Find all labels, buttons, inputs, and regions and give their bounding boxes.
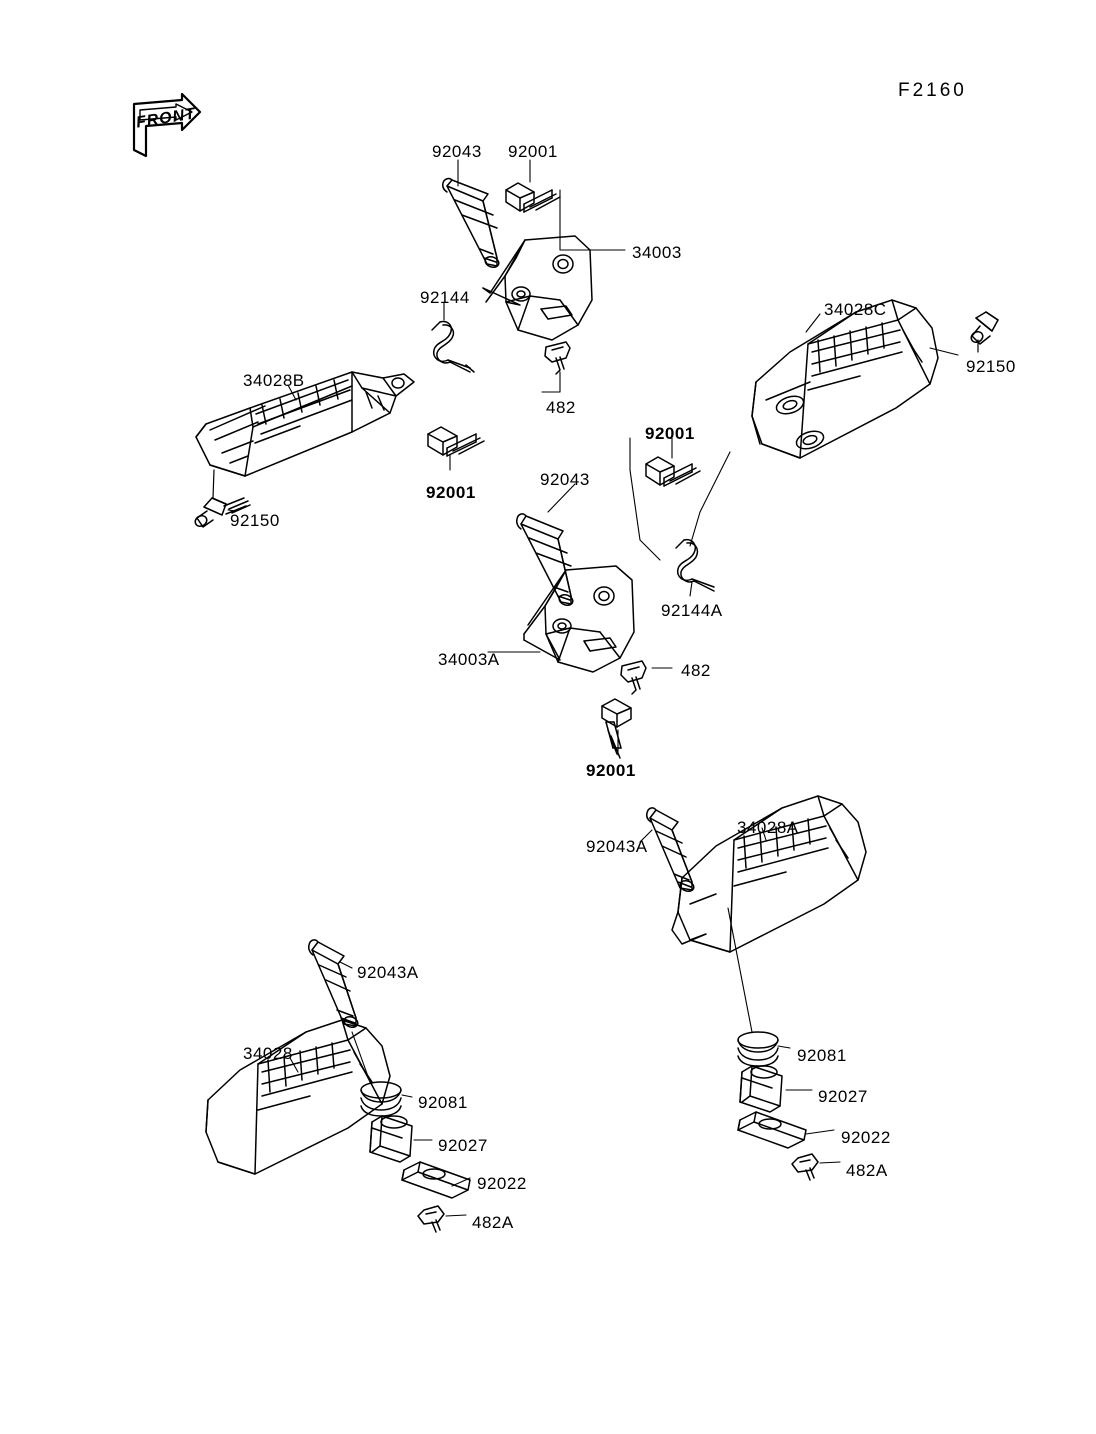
part-number-label: 92027 [818, 1087, 868, 1106]
part-number-label: 92144A [661, 601, 723, 620]
part-number-label: 92022 [841, 1128, 891, 1147]
part-number-label: 92001 [426, 483, 476, 502]
part-number-label: 482 [681, 661, 711, 680]
part-number-label: 482A [472, 1213, 514, 1232]
part-number-label: 34028B [243, 371, 305, 390]
part-number-label: 34028C [824, 300, 887, 319]
drawing-code: F2160 [898, 80, 967, 101]
part-number-label: 92001 [586, 761, 636, 780]
part-number-label: 92043 [540, 470, 590, 489]
part-number-label: 92150 [966, 357, 1016, 376]
part-number-label: 92043A [357, 963, 419, 982]
part-number-label: 92027 [438, 1136, 488, 1155]
part-number-label: 34003A [438, 650, 500, 669]
part-number-label: 92144 [420, 288, 470, 307]
part-number-label: 92043 [432, 142, 482, 161]
part-number-label: 92022 [477, 1174, 527, 1193]
part-number-label: 92043A [586, 837, 648, 856]
part-number-label: 92001 [645, 424, 695, 443]
part-number-label: 482 [546, 398, 576, 417]
part-number-label: 482A [846, 1161, 888, 1180]
part-number-label: 92081 [418, 1093, 468, 1112]
part-number-label: 92001 [508, 142, 558, 161]
part-number-label: 34028A [737, 818, 799, 837]
part-number-label: 34028 [243, 1044, 293, 1063]
part-number-label: 34003 [632, 243, 682, 262]
part-number-label: 92150 [230, 511, 280, 530]
part-number-label: 92081 [797, 1046, 847, 1065]
front-label: FRONT [134, 105, 197, 132]
